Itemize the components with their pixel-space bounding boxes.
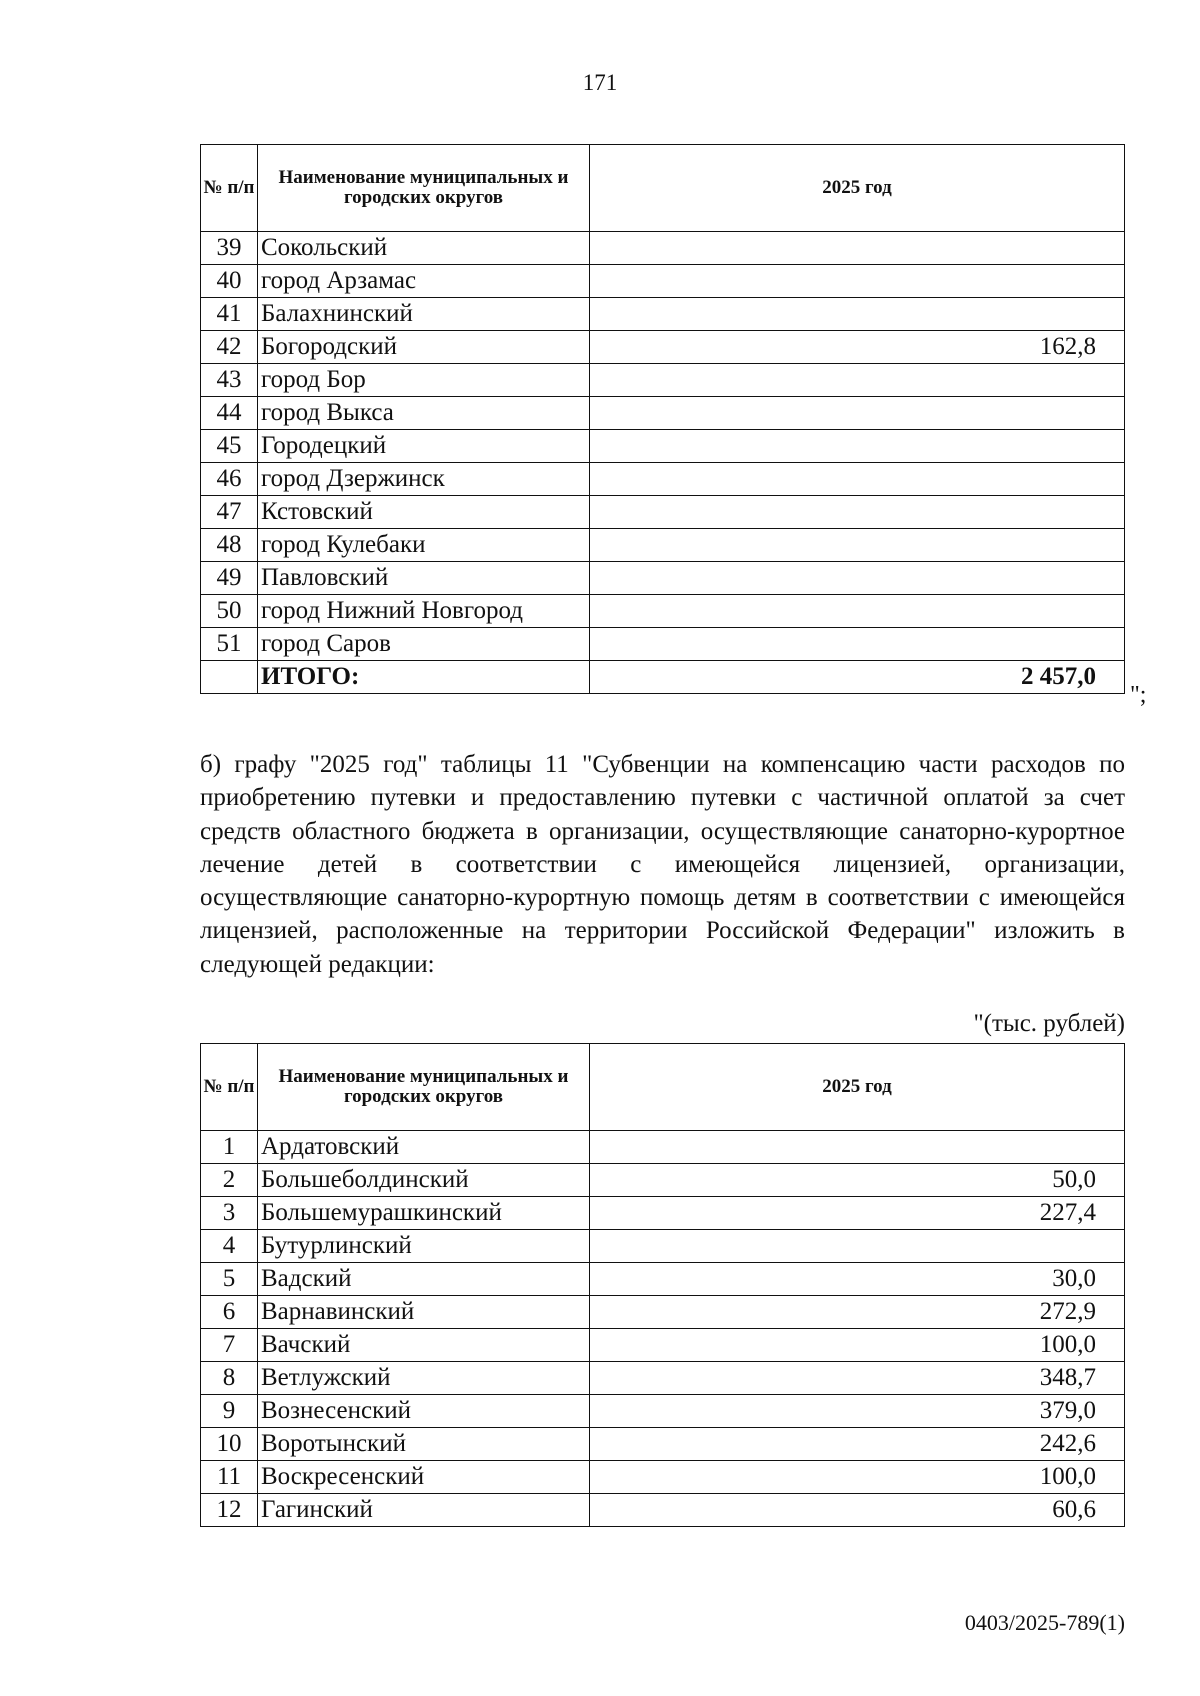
header-num: № п/п — [201, 1044, 258, 1131]
district-name: Городецкий — [258, 430, 590, 463]
table-row — [201, 1362, 1125, 1395]
table-row — [201, 1494, 1125, 1527]
district-name: Гагинский — [258, 1494, 590, 1527]
value-2025: 100,0 — [590, 1461, 1125, 1494]
header-year: 2025 год — [590, 145, 1125, 232]
table-row — [201, 1329, 1125, 1362]
row-number: 44 — [201, 397, 258, 430]
total-value: 2 457,0 — [590, 661, 1125, 694]
value-2025 — [590, 265, 1125, 298]
row-number: 5 — [201, 1263, 258, 1296]
district-name: Бутурлинский — [258, 1230, 590, 1263]
table-header-row — [201, 1044, 1125, 1131]
table-row — [201, 1230, 1125, 1263]
table-row — [201, 562, 1125, 595]
district-name: город Арзамас — [258, 265, 590, 298]
value-2025: 227,4 — [590, 1197, 1125, 1230]
row-number: 49 — [201, 562, 258, 595]
table-row — [201, 397, 1125, 430]
district-name: Сокольский — [258, 232, 590, 265]
district-name: Балахнинский — [258, 298, 590, 331]
row-number: 40 — [201, 265, 258, 298]
district-name: город Дзержинск — [258, 463, 590, 496]
value-2025 — [590, 529, 1125, 562]
district-name: город Бор — [258, 364, 590, 397]
district-name: город Кулебаки — [258, 529, 590, 562]
row-number: 3 — [201, 1197, 258, 1230]
row-number: 50 — [201, 595, 258, 628]
row-number: 4 — [201, 1230, 258, 1263]
value-2025: 50,0 — [590, 1164, 1125, 1197]
value-2025: 348,7 — [590, 1362, 1125, 1395]
value-2025 — [590, 595, 1125, 628]
row-number: 41 — [201, 298, 258, 331]
value-2025 — [590, 562, 1125, 595]
document-number: 0403/2025-789(1) — [964, 1610, 1125, 1635]
table-row — [201, 496, 1125, 529]
district-name: Вадский — [258, 1263, 590, 1296]
table-row — [201, 1164, 1125, 1197]
table-row — [201, 364, 1125, 397]
total-empty-cell — [201, 661, 258, 694]
value-2025 — [590, 628, 1125, 661]
table-row — [201, 331, 1125, 364]
table-2-body — [201, 1044, 1125, 1527]
table-row — [201, 1428, 1125, 1461]
district-name: Воскресенский — [258, 1461, 590, 1494]
row-number: 48 — [201, 529, 258, 562]
value-2025 — [590, 463, 1125, 496]
allocation-table-1 — [200, 144, 1125, 694]
district-name: Ардатовский — [258, 1131, 590, 1164]
row-number: 9 — [201, 1395, 258, 1428]
row-number: 47 — [201, 496, 258, 529]
amendment-paragraph: б) графу "2025 год" таблицы 11 "Субвенции на компенсацию части расходов по приобретению путевки и предоставлению путевки с частичной оплатой за счет средств областного бюджета в организации, осуществляющие санаторно-курортное лечение детей в соответствии с имеющейся лицензией, организации, осуществляющие санаторно-курортную помощь детям в соответствии с имеющейся лицензией, расположенные на территории Российской Федерации" изложить в следующей редакции: — [200, 751, 1125, 978]
district-name: Кстовский — [258, 496, 590, 529]
value-2025: 379,0 — [590, 1395, 1125, 1428]
total-label: ИТОГО: — [258, 661, 590, 694]
header-year: 2025 год — [590, 1044, 1125, 1131]
closing-quote: "; — [1130, 682, 1147, 708]
total-row — [201, 661, 1125, 694]
table-row — [201, 529, 1125, 562]
row-number: 45 — [201, 430, 258, 463]
table-row — [201, 298, 1125, 331]
row-number: 2 — [201, 1164, 258, 1197]
district-name: Ветлужский — [258, 1362, 590, 1395]
row-number: 42 — [201, 331, 258, 364]
table-row — [201, 1461, 1125, 1494]
value-2025: 162,8 — [590, 331, 1125, 364]
table-1-body — [201, 145, 1125, 694]
value-2025: 272,9 — [590, 1296, 1125, 1329]
row-number: 39 — [201, 232, 258, 265]
row-number: 43 — [201, 364, 258, 397]
row-number: 10 — [201, 1428, 258, 1461]
table-row — [201, 463, 1125, 496]
table-row — [201, 1197, 1125, 1230]
row-number: 6 — [201, 1296, 258, 1329]
table-row — [201, 430, 1125, 463]
value-2025 — [590, 1230, 1125, 1263]
district-name: город Выкса — [258, 397, 590, 430]
value-2025: 242,6 — [590, 1428, 1125, 1461]
row-number: 46 — [201, 463, 258, 496]
district-name: Варнавинский — [258, 1296, 590, 1329]
district-name: Большеболдинский — [258, 1164, 590, 1197]
row-number: 7 — [201, 1329, 258, 1362]
value-2025 — [590, 430, 1125, 463]
value-2025 — [590, 298, 1125, 331]
value-2025: 30,0 — [590, 1263, 1125, 1296]
row-number: 8 — [201, 1362, 258, 1395]
value-2025: 60,6 — [590, 1494, 1125, 1527]
district-name: Большемурашкинский — [258, 1197, 590, 1230]
header-name: Наименование муниципальных и городских округов — [258, 145, 590, 232]
value-2025 — [590, 397, 1125, 430]
district-name: Богородский — [258, 331, 590, 364]
table-row — [201, 595, 1125, 628]
row-number: 11 — [201, 1461, 258, 1494]
page-number: 171 — [582, 70, 618, 95]
table-row — [201, 1296, 1125, 1329]
value-2025: 100,0 — [590, 1329, 1125, 1362]
unit-note: "(тыс. рублей) — [973, 1010, 1125, 1037]
district-name: Вознесенский — [258, 1395, 590, 1428]
value-2025 — [590, 496, 1125, 529]
table-header-row — [201, 145, 1125, 232]
district-name: город Нижний Новгород — [258, 595, 590, 628]
district-name: Павловский — [258, 562, 590, 595]
row-number: 1 — [201, 1131, 258, 1164]
header-num: № п/п — [201, 145, 258, 232]
value-2025 — [590, 1131, 1125, 1164]
district-name: Вачский — [258, 1329, 590, 1362]
table-row — [201, 232, 1125, 265]
header-name: Наименование муниципальных и городских округов — [258, 1044, 590, 1131]
table-row — [201, 1395, 1125, 1428]
value-2025 — [590, 232, 1125, 265]
table-row — [201, 628, 1125, 661]
table-row — [201, 1131, 1125, 1164]
allocation-table-2 — [200, 1043, 1125, 1527]
value-2025 — [590, 364, 1125, 397]
district-name: Воротынский — [258, 1428, 590, 1461]
table-row — [201, 1263, 1125, 1296]
row-number: 51 — [201, 628, 258, 661]
district-name: город Саров — [258, 628, 590, 661]
row-number: 12 — [201, 1494, 258, 1527]
table-row — [201, 265, 1125, 298]
